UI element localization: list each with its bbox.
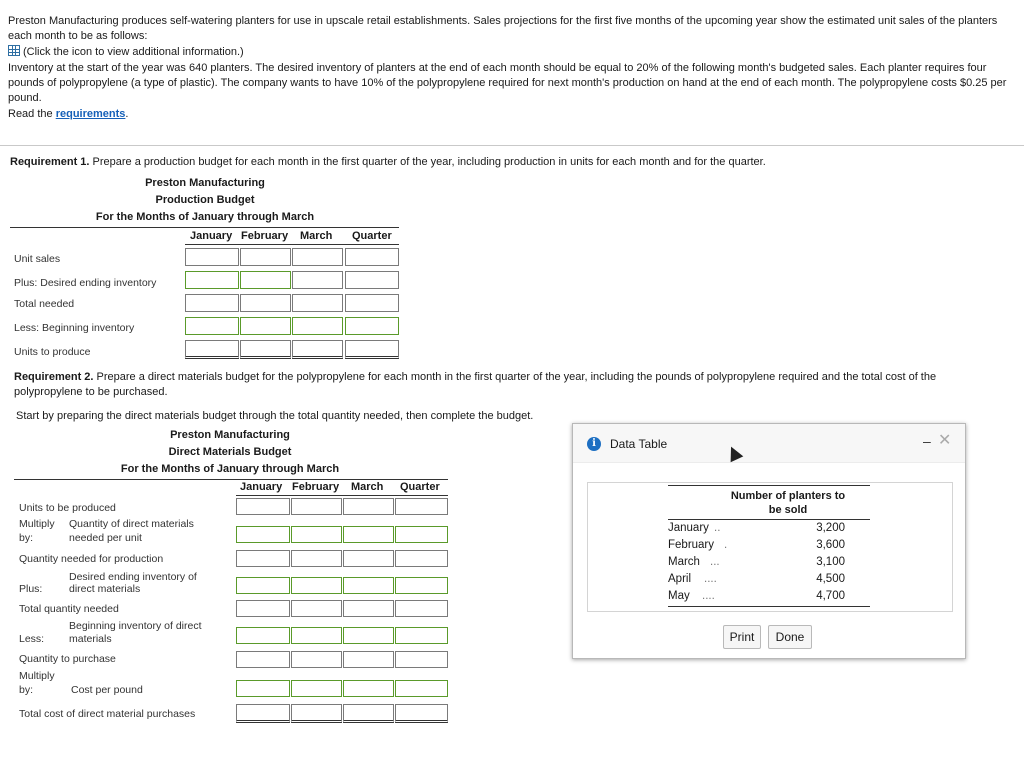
done-button[interactable]: Done	[768, 625, 812, 649]
req2-row-qty-dm-1: Quantity of direct materials	[69, 518, 194, 530]
req2-cell-input[interactable]	[343, 577, 394, 594]
read-requirements-line	[8, 107, 1024, 122]
req2-cell-input[interactable]	[343, 651, 394, 668]
req2-row-qty-purchase: Quantity to purchase	[19, 653, 116, 665]
leader-dots: ..	[714, 522, 721, 534]
table-header	[708, 489, 868, 517]
req2-company: Preston Manufacturing	[170, 429, 290, 441]
req1-text: Prepare a production budget for each month in the first quarter of the year, including production in units for each month and for the quarter.	[89, 156, 766, 168]
units-value: 3,100	[816, 556, 845, 568]
print-button[interactable]: Print	[723, 625, 761, 649]
req2-label: Requirement 2.	[14, 371, 94, 383]
req2-col-february: February	[292, 481, 340, 493]
dialog-title: Data Table	[610, 437, 668, 451]
req2-row-by-2: by:	[19, 684, 34, 696]
req2-cell-input[interactable]	[291, 550, 342, 567]
req1-col-quarter: Quarter	[352, 230, 392, 242]
units-value: 3,600	[816, 539, 845, 551]
req2-cell-input[interactable]	[236, 627, 290, 644]
req1-cell-input[interactable]	[345, 248, 399, 266]
dialog-titlebar[interactable]	[573, 424, 965, 463]
req1-company: Preston Manufacturing	[145, 177, 265, 189]
req2-cell-input[interactable]	[395, 651, 448, 668]
table-bottom-rule	[668, 606, 870, 607]
req1-row-beginning-inv: Less: Beginning inventory	[14, 322, 135, 334]
req1-cell-input[interactable]	[240, 317, 291, 335]
req1-period: For the Months of January through March	[95, 211, 315, 223]
req1-cell-input[interactable]	[185, 340, 239, 359]
units-value: 4,500	[816, 573, 845, 585]
req2-cell-input[interactable]	[236, 600, 290, 617]
leader-dots: ....	[702, 590, 715, 602]
req1-cell-input[interactable]	[292, 248, 343, 266]
req2-cell-input[interactable]	[343, 680, 394, 697]
req2-cell-input[interactable]	[343, 498, 394, 515]
table-row	[668, 539, 870, 556]
month-label: May	[668, 590, 690, 602]
click-note-line[interactable]	[8, 45, 1024, 60]
table-row	[668, 556, 870, 573]
table-row	[668, 590, 870, 607]
req1-cell-input[interactable]	[345, 340, 399, 359]
req1-col-february: February	[241, 230, 289, 242]
click-note: (Click the icon to view additional information.)	[23, 46, 244, 58]
read-suffix: .	[125, 108, 129, 120]
req1-cell-input[interactable]	[345, 271, 399, 289]
req1-title-rule	[10, 227, 399, 228]
req2-col-quarter: Quarter	[400, 481, 440, 493]
req1-col-march: March	[300, 230, 333, 242]
req2-row-beg-inv-2: materials	[69, 633, 112, 645]
req2-row-multiply: Multiply	[19, 518, 55, 530]
req1-cell-input[interactable]	[292, 317, 343, 335]
req2-cell-input[interactable]	[291, 577, 342, 594]
info-icon: i	[587, 437, 601, 451]
req2-cell-input[interactable]	[291, 600, 342, 617]
req2-row-end-inv-1: Desired ending inventory of	[69, 571, 197, 583]
intro-paragraph-1: Preston Manufacturing produces self-watering planters for use in upscale retail establishments. Sales projections for the first five months of the upcoming year show the estimated unit sales of the planters each month to be as follows:	[8, 15, 998, 42]
req2-cell-input[interactable]	[343, 550, 394, 567]
leader-dots: ....	[704, 573, 717, 585]
req2-cell-input[interactable]	[236, 704, 290, 723]
req2-cell-input[interactable]	[395, 526, 448, 543]
req2-budget-title: Direct Materials Budget	[168, 446, 292, 458]
req2-cell-input[interactable]	[343, 600, 394, 617]
header-line-1: Number of planters to	[730, 490, 846, 502]
month-label: January	[668, 522, 709, 534]
req1-cell-input[interactable]	[292, 340, 343, 359]
req2-row-end-inv-2: direct materials	[69, 583, 141, 595]
req1-cell-input[interactable]	[292, 271, 343, 289]
req2-col-rule	[236, 495, 448, 496]
req1-cell-input[interactable]	[345, 317, 399, 335]
req2-cell-input[interactable]	[236, 651, 290, 668]
req1-cell-input[interactable]	[185, 317, 239, 335]
req1-budget-title: Production Budget	[155, 194, 255, 206]
table-top-rule	[668, 485, 870, 486]
req1-cell-input[interactable]	[185, 271, 239, 289]
req2-cell-input[interactable]	[291, 680, 342, 697]
req2-row-less: Less:	[19, 633, 45, 645]
header-rule	[668, 519, 870, 520]
req1-cell-input[interactable]	[240, 340, 291, 359]
data-table-icon[interactable]	[8, 45, 20, 56]
req2-row-by: by:	[19, 532, 34, 544]
req1-heading	[10, 155, 766, 170]
data-table-panel	[587, 482, 953, 612]
leader-dots: .	[724, 539, 728, 551]
header-line-2: be sold	[768, 504, 808, 516]
req2-row-multiply-2: Multiply	[19, 670, 55, 682]
requirements-link[interactable]: requirements	[55, 108, 126, 120]
req2-row-qty-needed: Quantity needed for production	[19, 553, 164, 565]
req1-cell-input[interactable]	[185, 248, 239, 266]
req2-cell-input[interactable]	[291, 627, 342, 644]
req2-cell-input[interactable]	[343, 526, 394, 543]
req1-row-units-to-produce: Units to produce	[14, 346, 91, 358]
minimize-button[interactable]: –	[923, 433, 931, 449]
req2-row-units-produced: Units to be produced	[19, 502, 116, 514]
req2-heading	[14, 370, 1004, 400]
req1-label: Requirement 1.	[10, 156, 90, 168]
req2-title-rule	[14, 479, 448, 480]
intro-block	[8, 14, 1024, 122]
divider	[0, 145, 1024, 146]
req2-cell-input[interactable]	[343, 627, 394, 644]
req2-cell-input[interactable]	[236, 526, 290, 543]
req2-cell-input[interactable]	[395, 550, 448, 567]
req2-row-cost-per-pound: Cost per pound	[71, 684, 143, 696]
req2-col-march: March	[351, 481, 384, 493]
req2-row-beg-inv-1: Beginning inventory of direct	[69, 620, 202, 632]
req2-cell-input[interactable]	[395, 577, 448, 594]
req2-period: For the Months of January through March	[120, 463, 340, 475]
req2-instruction: Start by preparing the direct materials budget through the total quantity needed, then complete the budget.	[16, 410, 534, 422]
units-value: 3,200	[816, 522, 845, 534]
req2-cell-input[interactable]	[236, 577, 290, 594]
req1-cell-input[interactable]	[345, 294, 399, 312]
leader-dots: ...	[710, 556, 720, 568]
req1-row-desired-ending: Plus: Desired ending inventory	[14, 277, 157, 289]
req2-cell-input[interactable]	[395, 600, 448, 617]
req2-cell-input[interactable]	[395, 498, 448, 515]
req2-row-total-qty: Total quantity needed	[19, 603, 119, 615]
req1-cell-input[interactable]	[240, 294, 291, 312]
req2-cell-input[interactable]	[291, 526, 342, 543]
intro-paragraph-2: Inventory at the start of the year was 640 planters. The desired inventory of planters at the end of each month should be equal to 20% of the following month's budgeted sales. Each planter requires four pounds of polypropylene (a type of plastic). The company wants to have 10% of the polypropylene required for next month's production on hand at the end of each month. The polypropylene costs $0.25 per pound.	[8, 62, 1007, 104]
req1-cell-input[interactable]	[292, 294, 343, 312]
req2-cell-input[interactable]	[236, 550, 290, 567]
req2-cell-input[interactable]	[395, 627, 448, 644]
req2-row-plus: Plus:	[19, 583, 43, 595]
req1-row-total-needed: Total needed	[14, 298, 75, 310]
req2-cell-input[interactable]	[343, 704, 394, 723]
table-row	[668, 573, 870, 590]
req2-cell-input[interactable]	[291, 704, 342, 723]
req1-row-unit-sales: Unit sales	[14, 253, 61, 265]
req1-col-january: January	[190, 230, 233, 242]
req2-cell-input[interactable]	[395, 680, 448, 697]
month-label: April	[668, 573, 692, 585]
req2-row-qty-dm-2: needed per unit	[69, 532, 142, 544]
req2-text: Prepare a direct materials budget for the polypropylene for each month in the first quarter of the year, including the pounds of polypropylene required and the total cost of the polypropylene to be purchased.	[14, 371, 937, 398]
req2-cell-input[interactable]	[291, 498, 342, 515]
req2-cell-input[interactable]	[236, 680, 290, 697]
req2-cell-input[interactable]	[291, 651, 342, 668]
table-row	[668, 522, 870, 539]
month-label: February	[668, 539, 715, 551]
units-value: 4,700	[816, 590, 845, 602]
data-table-dialog	[572, 423, 966, 659]
req2-col-january: January	[240, 481, 283, 493]
req2-row-total-cost: Total cost of direct material purchases	[19, 708, 196, 720]
month-label: March	[668, 556, 700, 568]
req1-col-rule	[185, 244, 399, 245]
close-button[interactable]: ✕	[938, 432, 952, 449]
req2-cell-input[interactable]	[395, 704, 448, 723]
read-prefix: Read the	[8, 108, 56, 120]
req1-cell-input[interactable]	[240, 271, 291, 289]
req1-cell-input[interactable]	[240, 248, 291, 266]
req2-cell-input[interactable]	[236, 498, 290, 515]
req1-cell-input[interactable]	[185, 294, 239, 312]
